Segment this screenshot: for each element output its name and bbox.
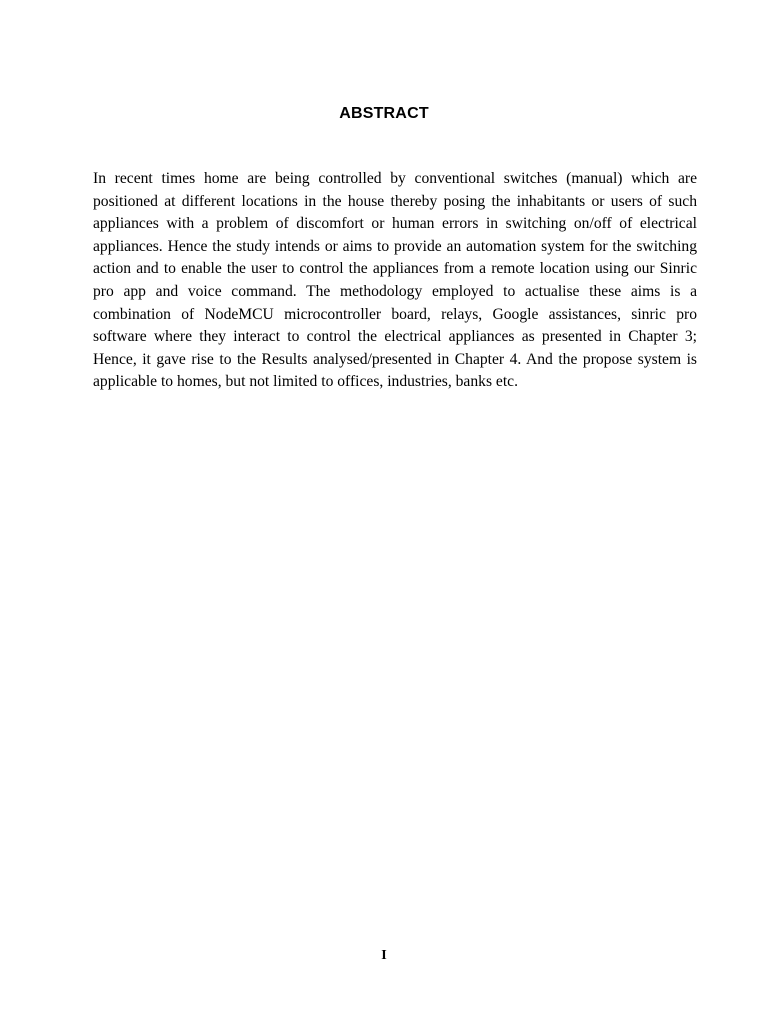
- abstract-body-paragraph: In recent times home are being controlled by conventional switches (manual) which are positioned at different locations in the house thereby posing the inhabitants or users of such appliances with a problem of discomfort or human errors in switching on/off of electrical appliances. Hence the study intends or aims to provide an automation system for the switching action and to enable the user to control the appliances from a remote location using our Sinric pro app and voice command. The methodology employed to actualise these aims is a combination of NodeMCU microcontroller board, relays, Google assistances, sinric pro software where they interact to control the electrical appliances as presented in Chapter 3; Hence, it gave rise to the Results analysed/presented in Chapter 4. And the propose system is applicable to homes, but not limited to offices, industries, banks etc.: [93, 170, 697, 391]
- page-number: I: [381, 948, 387, 963]
- abstract-heading: ABSTRACT: [339, 105, 429, 122]
